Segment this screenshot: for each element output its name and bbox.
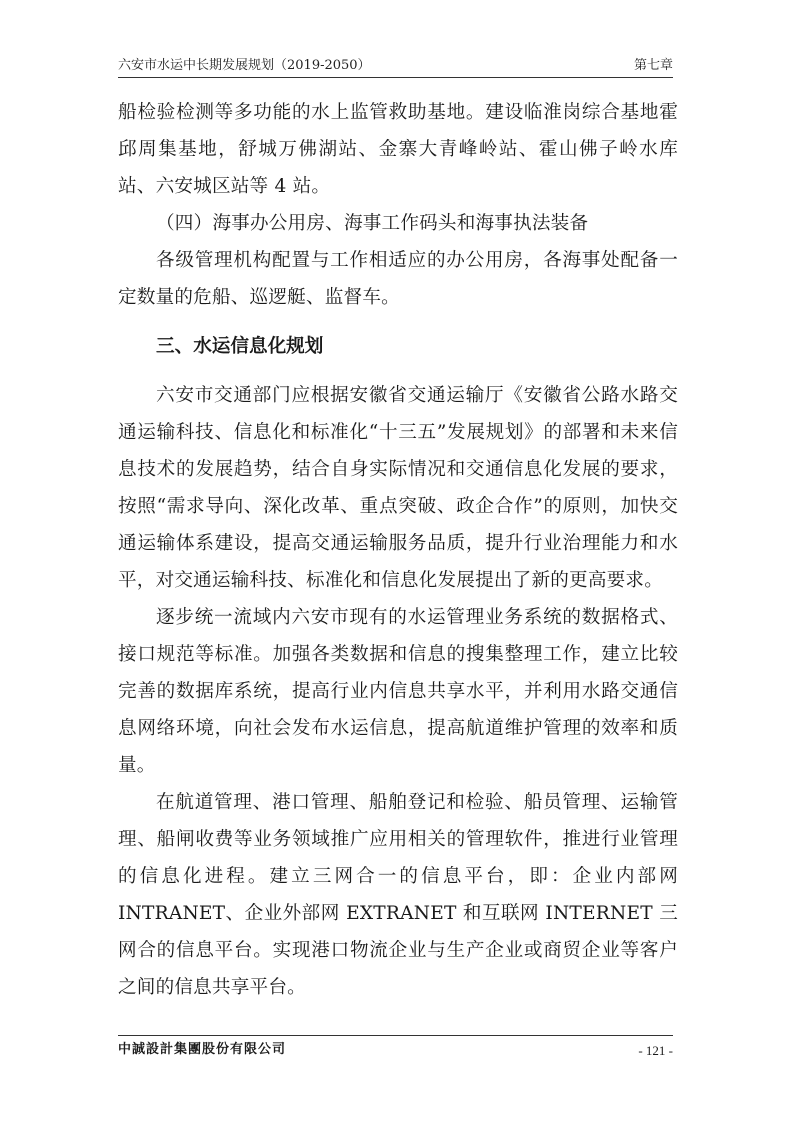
- page-header: [118, 54, 673, 76]
- company-name: 中誠設計集團股份有限公司: [118, 1042, 287, 1057]
- footer-divider: [118, 1035, 673, 1036]
- page-footer: [118, 1038, 673, 1062]
- page-body: [118, 94, 678, 1006]
- paragraph-2: 各级管理机构配置与工作相适应的办公用房，各海事处配备一定数量的危船、巡逻艇、监督车。: [118, 250, 678, 308]
- page-number: - 121 -: [638, 1043, 673, 1058]
- subsection-heading: （四）海事办公用房、海事工作码头和海事执法装备: [156, 213, 589, 234]
- header-divider: [118, 77, 673, 78]
- document-title: 六安市水运中长期发展规划（2019-2050）: [118, 58, 371, 73]
- paragraph-4: 逐步统一流域内六安市现有的水运管理业务系统的数据格式、接口规范等标准。加强各类数据和信息的搜集整理工作，建立比较完善的数据库系统，提高行业内信息共享水平，并利用水路交通信息网络环境，向社会发布水运信息，提高航道维护管理的效率和质量。: [118, 607, 678, 776]
- paragraph-1: 船检验检测等多功能的水上监管救助基地。建设临淮岗综合基地霍邱周集基地，舒城万佛湖站、金寨大青峰岭站、霍山佛子岭水库站、六安城区站等 4 站。: [118, 102, 678, 197]
- section-heading: 三、水运信息化规划: [156, 336, 324, 357]
- chapter-label: 第七章: [633, 58, 673, 73]
- paragraph-3: 六安市交通部门应根据安徽省交通运输厅《安徽省公路水路交通运输科技、信息化和标准化“十三五”发展规划》的部署和未来信息技术的发展趋势，结合自身实际情况和交通信息化发展的要求，按照“需求导向、深化改革、重点突破、政企合作”的原则，加快交通运输体系建设，提高交通运输服务品质，提升行业治理能力和水平，对交通运输科技、标准化和信息化发展提出了新的更高要求。: [118, 385, 678, 591]
- paragraph-5: 在航道管理、港口管理、船舶登记和检验、船员管理、运输管理、船闸收费等业务领域推广应用相关的管理软件，推进行业管理的信息化进程。建立三网合一的信息平台，即：企业内部网 INTRANET、企业外部网 EXTRANET 和互联网 INTERNET 三网合的信息平台。实现港口物流企业与生产企业或商贸企业等客户之间的信息共享平台。: [118, 792, 678, 998]
